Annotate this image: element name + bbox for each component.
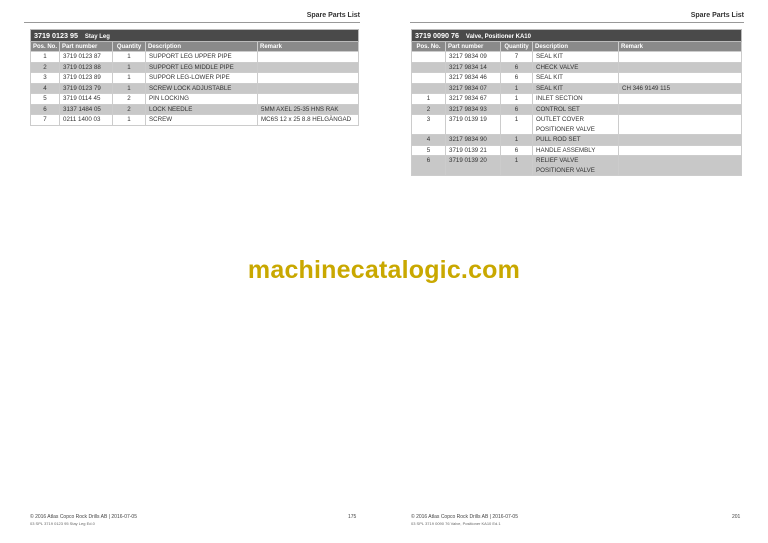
cell-description: RELIEF VALVE POSITIONER VALVE <box>533 156 619 176</box>
cell-remark <box>619 135 742 146</box>
cell-quantity: 1 <box>501 156 533 176</box>
table-row <box>412 145 742 156</box>
table-row <box>412 52 742 63</box>
cell-part-number: 3217 9834 09 <box>446 52 501 63</box>
cell-description: SEAL KIT <box>533 83 619 94</box>
cell-pos: 5 <box>412 145 446 156</box>
cell-pos: 4 <box>412 135 446 146</box>
footer-copyright: © 2016 Atlas Copco Rock Drills AB | 2016-07-05 <box>411 514 518 520</box>
footer-document-ref: 03 SPL 3719 0090 76 Valve, Positioner KA10 Ed.1 <box>411 521 501 526</box>
table-row <box>31 94 359 105</box>
column-header-part-number: Part number <box>446 42 501 52</box>
cell-pos: 5 <box>31 94 60 105</box>
cell-part-number: 3719 0123 79 <box>60 83 113 94</box>
cell-remark <box>619 62 742 73</box>
cell-pos: 6 <box>412 156 446 176</box>
column-header-quantity: Quantity <box>501 42 533 52</box>
cell-pos <box>412 83 446 94</box>
cell-part-number: 3217 9834 14 <box>446 62 501 73</box>
parts-table-valve-positioner <box>411 29 742 176</box>
table-name: Stay Leg <box>84 34 110 40</box>
table-row <box>412 156 742 176</box>
parts-table-stay-leg <box>30 29 359 126</box>
cell-quantity: 1 <box>113 52 146 63</box>
cell-quantity: 1 <box>501 83 533 94</box>
table-row <box>412 135 742 146</box>
cell-pos: 4 <box>31 83 60 94</box>
cell-pos: 3 <box>412 115 446 135</box>
column-header-remark: Remark <box>619 42 742 52</box>
cell-remark: 5MM AXEL 25-35 HNS RAK <box>258 104 359 115</box>
cell-remark <box>619 52 742 63</box>
cell-part-number: 3719 0123 89 <box>60 73 113 84</box>
cell-remark <box>258 52 359 63</box>
cell-quantity: 2 <box>113 94 146 105</box>
cell-remark: MC6S 12 x 25 8.8 HELGÄNGAD <box>258 115 359 126</box>
cell-part-number: 3217 9834 93 <box>446 104 501 115</box>
page-number: 175 <box>348 514 357 520</box>
table-row <box>412 62 742 73</box>
cell-part-number: 3217 9834 46 <box>446 73 501 84</box>
cell-description: INLET SECTION <box>533 94 619 105</box>
cell-remark <box>619 104 742 115</box>
table-row <box>412 94 742 105</box>
table-number: 3719 0090 76 <box>415 31 459 40</box>
column-header-pos: Pos. No. <box>412 42 446 52</box>
table-row <box>31 52 359 63</box>
cell-part-number: 3719 0139 19 <box>446 115 501 135</box>
table-row <box>412 115 742 135</box>
cell-part-number: 3217 9834 67 <box>446 94 501 105</box>
cell-description: SCREW LOCK ADJUSTABLE <box>146 83 258 94</box>
cell-remark <box>258 94 359 105</box>
cell-remark <box>258 73 359 84</box>
table-row <box>412 83 742 94</box>
cell-remark <box>619 94 742 105</box>
page-number: 201 <box>732 514 741 520</box>
table-row <box>31 62 359 73</box>
cell-remark <box>619 145 742 156</box>
cell-pos <box>412 62 446 73</box>
header-divider <box>410 22 744 23</box>
cell-pos: 1 <box>31 52 60 63</box>
cell-description: PULL ROD SET <box>533 135 619 146</box>
cell-pos: 6 <box>31 104 60 115</box>
watermark-text: machinecatalogic.com <box>247 256 521 284</box>
column-header-part-number: Part number <box>60 42 113 52</box>
table-number: 3719 0123 95 <box>34 31 78 40</box>
cell-remark <box>258 62 359 73</box>
cell-quantity: 6 <box>501 104 533 115</box>
table-name: Valve, Positioner KA10 <box>465 34 531 40</box>
column-header-description: Description <box>146 42 258 52</box>
table-row <box>412 104 742 115</box>
cell-pos <box>412 52 446 63</box>
cell-description: SEAL KIT <box>533 52 619 63</box>
cell-part-number: 3719 0123 87 <box>60 52 113 63</box>
table-row <box>412 73 742 84</box>
cell-quantity: 1 <box>501 94 533 105</box>
cell-quantity: 1 <box>113 83 146 94</box>
table-header-row <box>31 42 359 52</box>
cell-part-number: 3137 1484 05 <box>60 104 113 115</box>
header-divider <box>24 22 360 23</box>
cell-remark <box>619 115 742 135</box>
cell-part-number: 3719 0114 45 <box>60 94 113 105</box>
table-header-row <box>412 42 742 52</box>
table-row <box>31 104 359 115</box>
cell-part-number: 3719 0123 88 <box>60 62 113 73</box>
cell-quantity: 6 <box>501 62 533 73</box>
table-row <box>31 115 359 126</box>
cell-description: CHECK VALVE <box>533 62 619 73</box>
column-header-quantity: Quantity <box>113 42 146 52</box>
table-title-row <box>31 30 359 42</box>
cell-quantity: 6 <box>501 145 533 156</box>
cell-description: LOCK NEEDLE <box>146 104 258 115</box>
page-header-title: Spare Parts List <box>306 12 360 19</box>
cell-pos: 3 <box>31 73 60 84</box>
cell-description: SUPPOR LEG-LOWER PIPE <box>146 73 258 84</box>
cell-pos <box>412 73 446 84</box>
cell-description: SEAL KIT <box>533 73 619 84</box>
column-header-pos: Pos. No. <box>31 42 60 52</box>
cell-quantity: 1 <box>501 115 533 135</box>
table-title-row <box>412 30 742 42</box>
table-row <box>31 73 359 84</box>
cell-quantity: 7 <box>501 52 533 63</box>
cell-part-number: 0211 1400 03 <box>60 115 113 126</box>
cell-description: SCREW <box>146 115 258 126</box>
cell-pos: 7 <box>31 115 60 126</box>
cell-description: SUPPORT LEG MIDDLE PIPE <box>146 62 258 73</box>
cell-quantity: 1 <box>113 115 146 126</box>
cell-remark <box>619 156 742 176</box>
cell-part-number: 3217 9834 07 <box>446 83 501 94</box>
cell-quantity: 2 <box>113 104 146 115</box>
cell-remark <box>619 73 742 84</box>
column-header-description: Description <box>533 42 619 52</box>
cell-remark: CH 346 9149 115 <box>619 83 742 94</box>
footer-copyright: © 2016 Atlas Copco Rock Drills AB | 2016-07-05 <box>30 514 137 520</box>
cell-description: OUTLET COVER POSITIONER VALVE <box>533 115 619 135</box>
cell-quantity: 1 <box>113 62 146 73</box>
cell-quantity: 1 <box>113 73 146 84</box>
cell-description: CONTROL SET <box>533 104 619 115</box>
cell-quantity: 6 <box>501 73 533 84</box>
footer-document-ref: 03 SPL 3719 0123 95 Stay Leg Ed.0 <box>30 521 95 526</box>
cell-pos: 2 <box>31 62 60 73</box>
cell-description: PIN LOCKING <box>146 94 258 105</box>
page-header-title: Spare Parts List <box>690 12 744 19</box>
cell-description: SUPPORT LEG UPPER PIPE <box>146 52 258 63</box>
cell-remark <box>258 83 359 94</box>
cell-part-number: 3719 0139 20 <box>446 156 501 176</box>
column-header-remark: Remark <box>258 42 359 52</box>
cell-part-number: 3217 9834 90 <box>446 135 501 146</box>
cell-quantity: 1 <box>501 135 533 146</box>
cell-pos: 1 <box>412 94 446 105</box>
cell-pos: 2 <box>412 104 446 115</box>
table-row <box>31 83 359 94</box>
cell-part-number: 3719 0139 21 <box>446 145 501 156</box>
cell-description: HANDLE ASSEMBLY <box>533 145 619 156</box>
